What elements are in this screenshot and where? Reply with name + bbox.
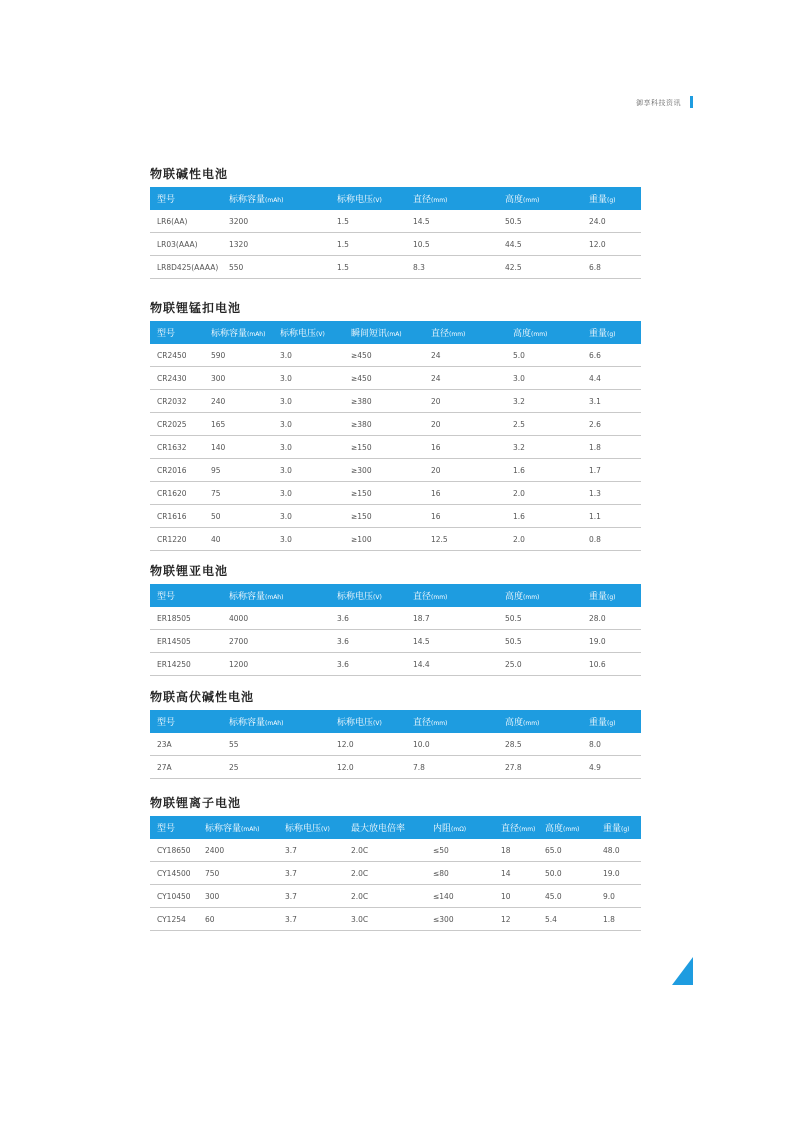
table-cell: ≥100 [344,528,424,551]
section-title: 物联高伏碱性电池 [150,690,255,704]
column-header-label: 标称容量 [229,195,266,205]
table-row [150,344,641,367]
table-cell: 3.0 [273,436,344,459]
table-cell: 7.8 [406,756,498,779]
table-cell: 48.0 [596,839,641,862]
column-header-label: 标称电压 [337,195,374,205]
column-header-unit: (g) [607,594,616,601]
table-cell: 1.3 [582,482,641,505]
section-hv [150,689,641,779]
table-cell: CR2430 [150,367,204,390]
column-header [426,816,494,839]
table-cell: 3.7 [278,839,344,862]
table-cell: 24 [424,344,506,367]
table-cell: 1200 [222,653,330,676]
table-cell: 44.5 [498,233,582,256]
table-row [150,607,641,630]
column-header-label: 标称容量 [229,592,266,602]
table-cell: 16 [424,436,506,459]
table-cell: 3.0 [273,482,344,505]
column-header-label: 高度 [505,195,524,205]
table-row [150,733,641,756]
table-cell: ≥450 [344,367,424,390]
table-header-row [150,816,641,839]
table-cell: 3.6 [330,653,406,676]
section-alkaline [150,166,641,279]
column-header-label: 型号 [157,824,176,834]
column-header [582,321,641,344]
column-header-unit: (mm) [449,331,466,338]
column-header-label: 重量 [589,592,608,602]
table-cell: 50 [204,505,273,528]
table-cell: 2.0 [506,482,582,505]
table-cell: ≥300 [344,459,424,482]
column-header-unit: (mm) [531,331,548,338]
table-cell: 75 [204,482,273,505]
column-header-unit: (g) [621,826,630,833]
table-cell: 3.0 [273,528,344,551]
table-cell: 2.0 [506,528,582,551]
table-cell: 19.0 [582,630,641,653]
table-cell: 750 [198,862,278,885]
table-row [150,839,641,862]
table-cell: 12 [494,908,538,931]
table-cell: CR2032 [150,390,204,413]
column-header-unit: (g) [607,331,616,338]
table-row [150,367,641,390]
table-cell: 2700 [222,630,330,653]
table-cell: ≤140 [426,885,494,908]
table-cell: 4000 [222,607,330,630]
table-cell: 3.2 [506,390,582,413]
table-cell: ≥450 [344,344,424,367]
section-title: 物联锂离子电池 [150,796,242,810]
table-cell: 1.1 [582,505,641,528]
column-header-unit: (mm) [523,197,540,204]
table-cell: 3.0 [273,413,344,436]
table-cell: 27A [150,756,222,779]
column-header [198,816,278,839]
table-cell: CR1220 [150,528,204,551]
column-header-unit: (mm) [431,720,448,727]
table-cell: 20 [424,390,506,413]
table-cell: CR1620 [150,482,204,505]
table-cell: 1.8 [582,436,641,459]
column-header-unit: (mAh) [265,720,284,727]
header-text: 御享科技资讯 [636,99,681,107]
column-header [538,816,596,839]
table-cell: 14.5 [406,210,498,233]
column-header-unit: (V) [373,720,382,727]
column-header [406,710,498,733]
table-header-row [150,710,641,733]
lisoc-table [150,584,641,676]
column-header [582,710,641,733]
table-cell: 28.0 [582,607,641,630]
section-title: 物联碱性电池 [150,167,229,181]
table-row [150,210,641,233]
column-header [150,187,222,210]
table-row [150,862,641,885]
table-cell: 1.5 [330,256,406,279]
table-cell: 10.6 [582,653,641,676]
column-header-unit: (mm) [523,594,540,601]
column-header [498,187,582,210]
table-cell: 1.5 [330,233,406,256]
column-header-label: 直径 [413,195,432,205]
column-header [330,187,406,210]
table-cell: 4.9 [582,756,641,779]
table-cell: 550 [222,256,330,279]
column-header [222,584,330,607]
table-cell: 18.7 [406,607,498,630]
table-cell: 14 [494,862,538,885]
table-cell: ≤80 [426,862,494,885]
column-header-label: 重量 [603,824,622,834]
table-cell: 5.0 [506,344,582,367]
column-header-label: 内阻 [433,824,452,834]
table-row [150,630,641,653]
column-header [150,816,198,839]
column-header-label: 直径 [431,329,450,339]
table-cell: 1.8 [596,908,641,931]
section-title: 物联锂亚电池 [150,564,229,578]
table-row [150,233,641,256]
table-cell: 12.0 [582,233,641,256]
table-row [150,436,641,459]
table-cell: 23A [150,733,222,756]
table-cell: 3.6 [330,630,406,653]
column-header-label: 重量 [589,718,608,728]
table-cell: 3200 [222,210,330,233]
table-cell: 3.0 [506,367,582,390]
table-cell: ≥150 [344,436,424,459]
column-header-label: 重量 [589,329,608,339]
column-header [596,816,641,839]
column-header [498,584,582,607]
table-cell: 3.7 [278,885,344,908]
table-cell: 50.5 [498,210,582,233]
column-header-unit: (g) [607,720,616,727]
table-cell: 25 [222,756,330,779]
table-header-row [150,321,641,344]
table-cell: 5.4 [538,908,596,931]
column-header [222,187,330,210]
table-cell: 2.0C [344,885,426,908]
table-cell: 20 [424,413,506,436]
table-cell: 2.6 [582,413,641,436]
column-header-label: 标称容量 [211,329,248,339]
column-header-label: 标称容量 [205,824,242,834]
table-cell: 25.0 [498,653,582,676]
column-header-unit: (mm) [431,197,448,204]
column-header-label: 标称容量 [229,718,266,728]
table-cell: 3.0 [273,505,344,528]
column-header-unit: (mAh) [265,594,284,601]
table-cell: LR6(AA) [150,210,222,233]
table-row [150,908,641,931]
column-header-label: 高度 [505,592,524,602]
table-cell: 8.3 [406,256,498,279]
table-row [150,885,641,908]
table-cell: 10 [494,885,538,908]
table-cell: CR1632 [150,436,204,459]
table-cell: 27.8 [498,756,582,779]
table-cell: 50.5 [498,630,582,653]
table-cell: 2400 [198,839,278,862]
table-row [150,756,641,779]
column-header-label: 直径 [501,824,520,834]
table-cell: 60 [198,908,278,931]
table-cell: 140 [204,436,273,459]
column-header [498,710,582,733]
table-cell: ≤300 [426,908,494,931]
column-header-label: 直径 [413,718,432,728]
column-header [344,321,424,344]
table-cell: 3.0 [273,390,344,413]
column-header-label: 型号 [157,195,176,205]
table-cell: 10.0 [406,733,498,756]
table-cell: CY14500 [150,862,198,885]
table-cell: 19.0 [596,862,641,885]
column-header [150,321,204,344]
table-cell: ≥150 [344,482,424,505]
column-header-unit: (mm) [519,826,536,833]
table-cell: 8.0 [582,733,641,756]
section-liion [150,795,641,931]
table-cell: 1.5 [330,210,406,233]
table-cell: LR03(AAA) [150,233,222,256]
table-header-row [150,584,641,607]
column-header-label: 型号 [157,718,176,728]
corner-accent-triangle [672,957,693,985]
table-cell: 9.0 [596,885,641,908]
table-cell: 14.4 [406,653,498,676]
column-header-unit: (V) [321,826,330,833]
column-header [582,584,641,607]
column-header [330,584,406,607]
table-cell: 18 [494,839,538,862]
table-cell: ER14250 [150,653,222,676]
table-header-row [150,187,641,210]
column-header-label: 型号 [157,329,176,339]
table-cell: 300 [198,885,278,908]
column-header-unit: (V) [373,197,382,204]
table-cell: 55 [222,733,330,756]
column-header [330,710,406,733]
table-cell: ≥380 [344,390,424,413]
table-cell: 12.0 [330,756,406,779]
table-cell: 28.5 [498,733,582,756]
table-cell: 590 [204,344,273,367]
header-accent-bar [690,96,693,108]
column-header [150,710,222,733]
table-cell: 3.6 [330,607,406,630]
table-cell: 24 [424,367,506,390]
table-cell: ≤50 [426,839,494,862]
column-header-label: 高度 [513,329,532,339]
column-header [150,584,222,607]
table-cell: 42.5 [498,256,582,279]
table-cell: 12.0 [330,733,406,756]
column-header-unit: (mA) [387,331,402,338]
table-cell: 3.7 [278,908,344,931]
hv-table [150,710,641,779]
section-coin [150,300,641,551]
column-header-label: 型号 [157,592,176,602]
table-row [150,528,641,551]
table-cell: 300 [204,367,273,390]
table-cell: CR2016 [150,459,204,482]
table-cell: ER14505 [150,630,222,653]
column-header-unit: (mAh) [265,197,284,204]
table-cell: 1.6 [506,505,582,528]
table-cell: CR2450 [150,344,204,367]
column-header-unit: (g) [607,197,616,204]
column-header-label: 标称电压 [337,718,374,728]
column-header-label: 瞬间短讯 [351,329,388,339]
table-cell: 3.0 [273,459,344,482]
table-cell: 1320 [222,233,330,256]
column-header-label: 高度 [505,718,524,728]
column-header-unit: (V) [316,331,325,338]
table-row [150,482,641,505]
table-cell: 3.0C [344,908,426,931]
table-row [150,459,641,482]
table-cell: 40 [204,528,273,551]
table-cell: 3.2 [506,436,582,459]
column-header-unit: (mm) [523,720,540,727]
table-cell: 6.6 [582,344,641,367]
column-header-unit: (mAh) [241,826,260,833]
column-header-unit: (V) [373,594,382,601]
table-cell: LR8D425(AAAA) [150,256,222,279]
table-cell: 20 [424,459,506,482]
table-cell: 2.0C [344,839,426,862]
column-header-label: 标称电压 [285,824,322,834]
table-cell: 0.8 [582,528,641,551]
table-cell: 14.5 [406,630,498,653]
table-row [150,413,641,436]
column-header [424,321,506,344]
table-cell: CR1616 [150,505,204,528]
table-cell: 16 [424,505,506,528]
column-header [506,321,582,344]
table-cell: 165 [204,413,273,436]
table-cell: CY1254 [150,908,198,931]
table-row [150,505,641,528]
table-cell: 50.5 [498,607,582,630]
section-title: 物联锂锰扣电池 [150,301,242,315]
table-cell: 4.4 [582,367,641,390]
table-cell: 3.1 [582,390,641,413]
table-cell: 10.5 [406,233,498,256]
table-cell: CY18650 [150,839,198,862]
table-cell: 2.0C [344,862,426,885]
table-cell: 3.7 [278,862,344,885]
column-header-label: 标称电压 [280,329,317,339]
column-header [273,321,344,344]
table-cell: 1.7 [582,459,641,482]
column-header-label: 直径 [413,592,432,602]
table-cell: 45.0 [538,885,596,908]
table-row [150,256,641,279]
table-cell: 50.0 [538,862,596,885]
table-cell: 95 [204,459,273,482]
table-cell: 240 [204,390,273,413]
table-row [150,653,641,676]
column-header-label: 最大放电倍率 [351,824,406,834]
column-header-unit: (mm) [431,594,448,601]
table-row [150,390,641,413]
table-cell: 24.0 [582,210,641,233]
table-cell: ≥150 [344,505,424,528]
table-cell: 12.5 [424,528,506,551]
column-header-label: 高度 [545,824,564,834]
column-header [494,816,538,839]
liion-table [150,816,641,931]
coin-table [150,321,641,551]
table-cell: 1.6 [506,459,582,482]
section-lisoc [150,563,641,676]
alkaline-table [150,187,641,279]
table-cell: 3.0 [273,367,344,390]
column-header [406,187,498,210]
column-header [582,187,641,210]
column-header [222,710,330,733]
table-cell: 16 [424,482,506,505]
column-header-label: 标称电压 [337,592,374,602]
table-cell: CR2025 [150,413,204,436]
table-cell: ER18505 [150,607,222,630]
column-header-unit: (mAh) [247,331,266,338]
column-header-unit: (mm) [563,826,580,833]
table-cell: 2.5 [506,413,582,436]
table-cell: 3.0 [273,344,344,367]
column-header-label: 重量 [589,195,608,205]
column-header [204,321,273,344]
column-header [278,816,344,839]
column-header-unit: (mΩ) [451,826,467,833]
table-cell: CY10450 [150,885,198,908]
column-header [344,816,426,839]
table-cell: 65.0 [538,839,596,862]
column-header [406,584,498,607]
table-cell: 6.8 [582,256,641,279]
table-cell: ≥380 [344,413,424,436]
